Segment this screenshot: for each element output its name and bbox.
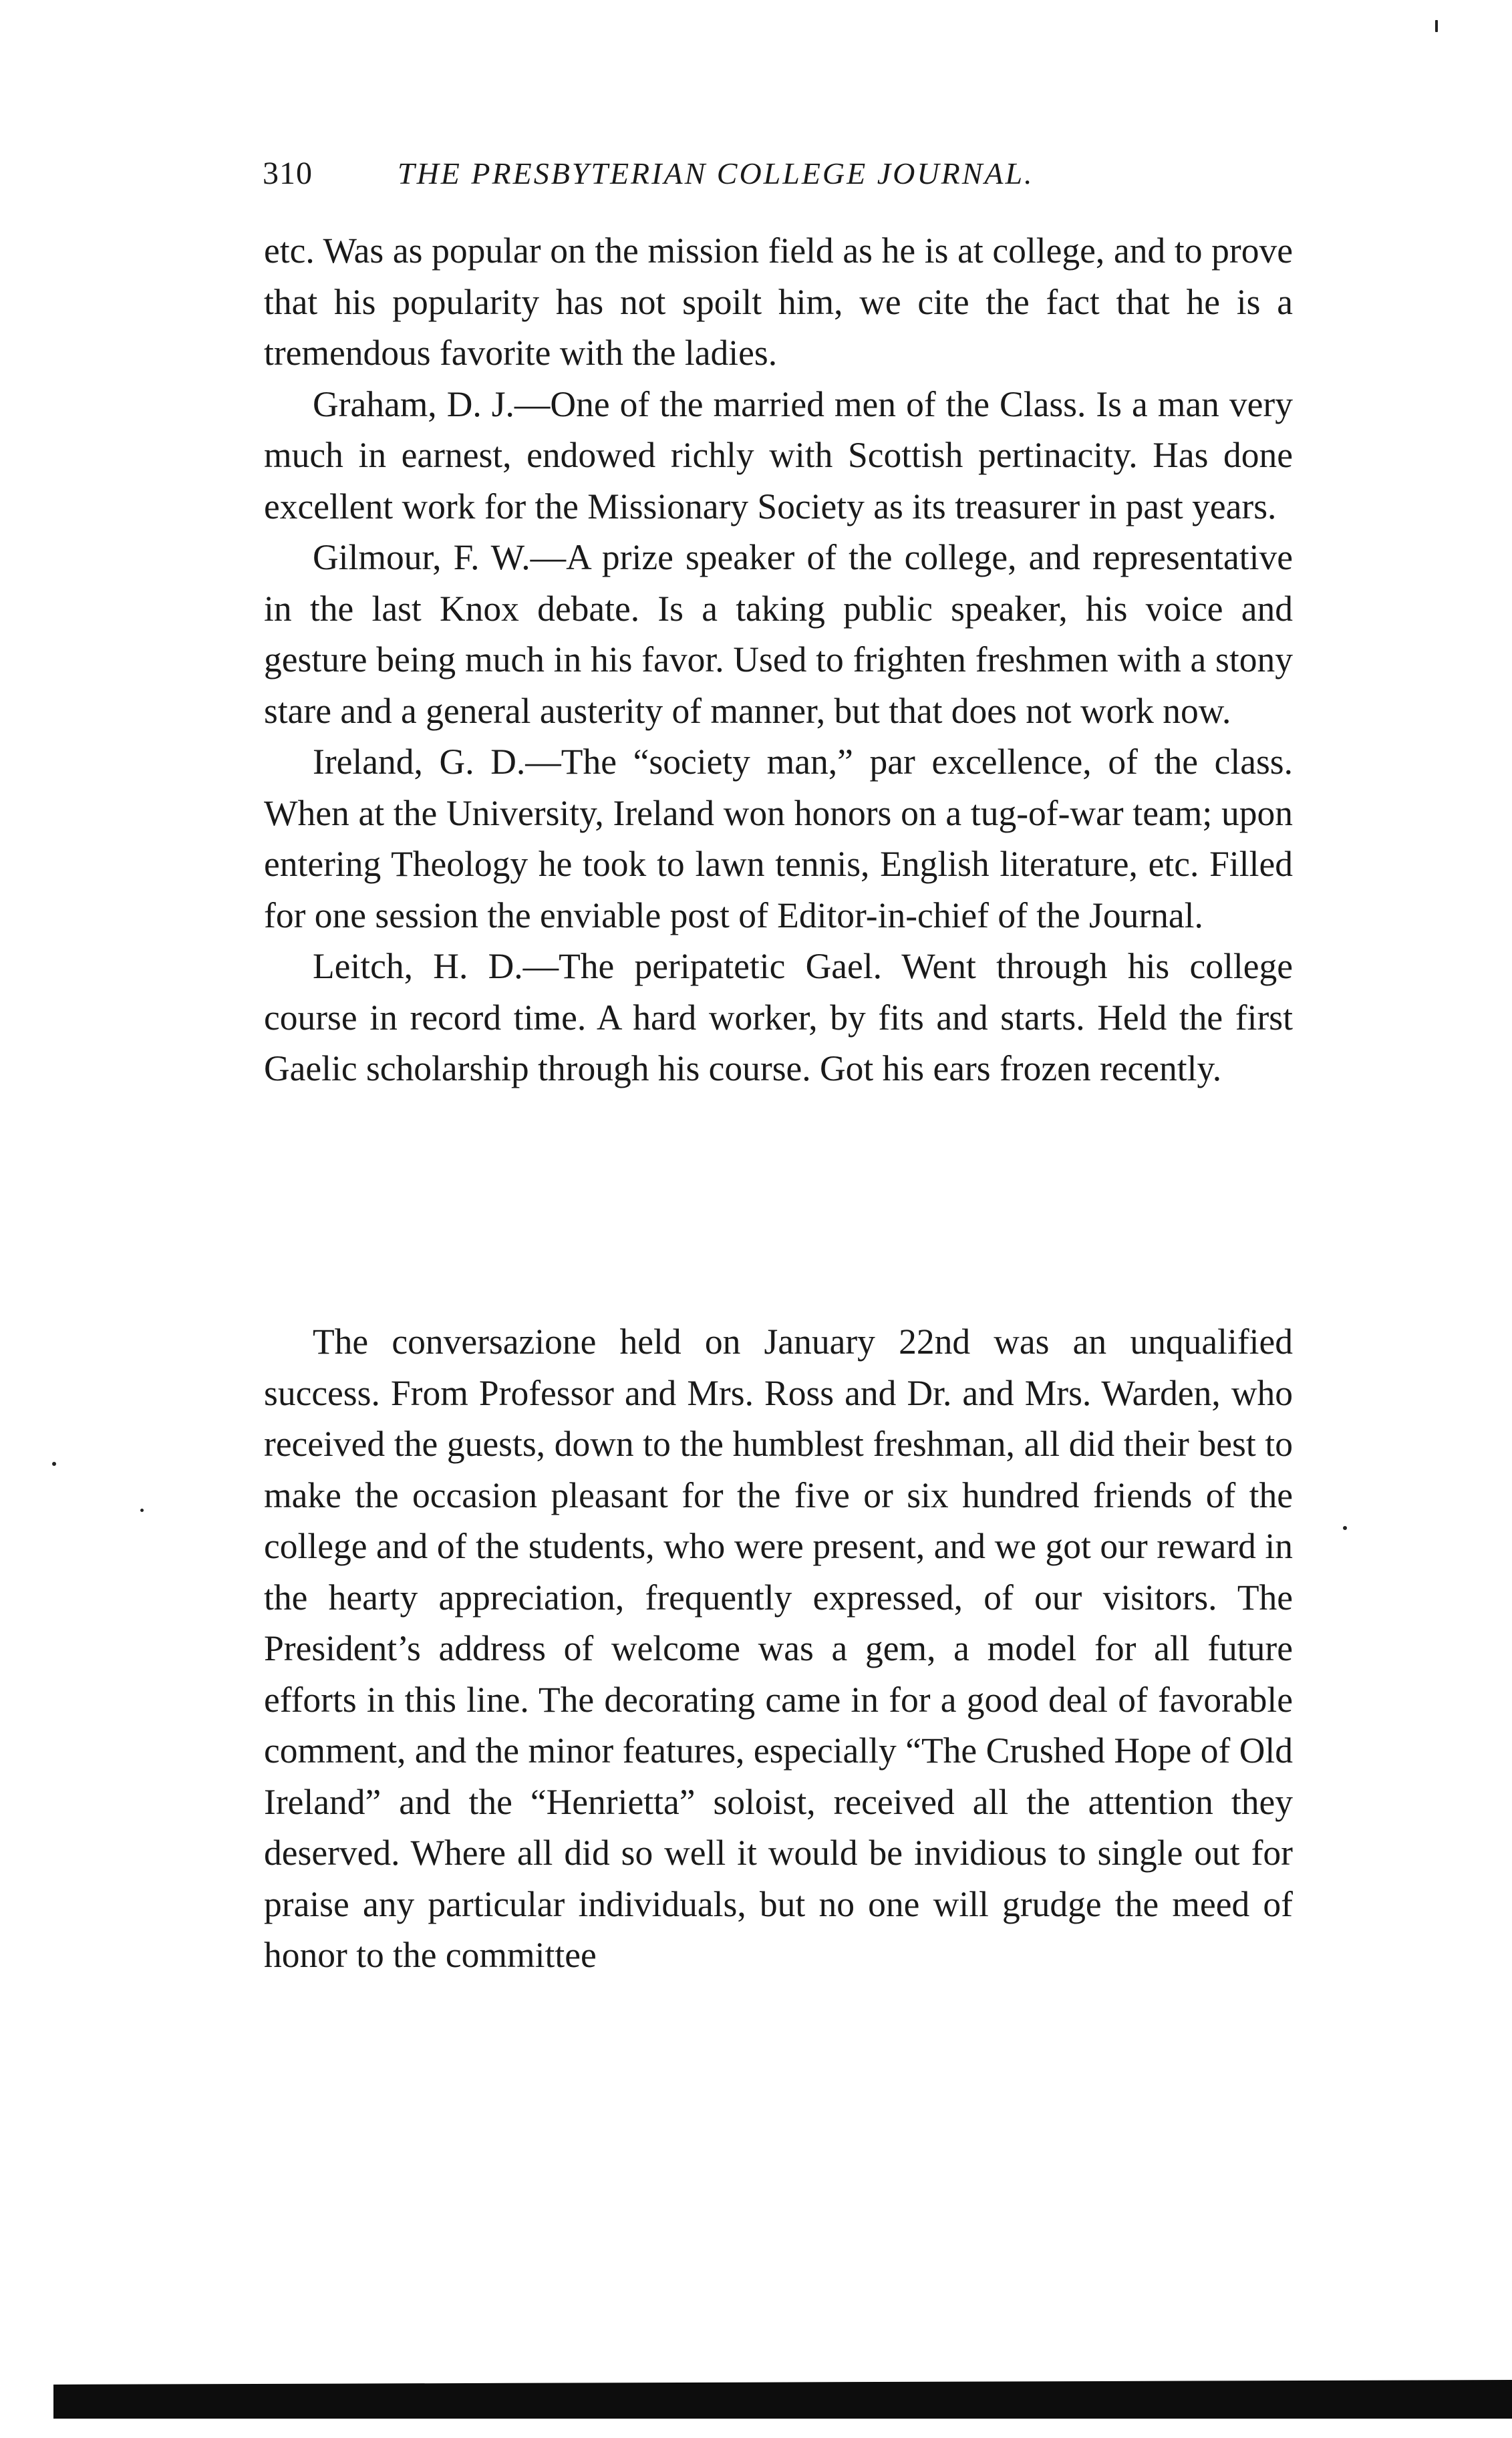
class-profiles-section	[264, 225, 1293, 1094]
profile-entry-gilmour: Gilmour, F. W.—A prize speaker of the college, and representative in the last Knox debate. Is a taking public speaker, his voice and gesture being much in his favor. Used to frighten freshmen with a stony stare and a general austerity of manner, but that does not work now.	[264, 537, 1293, 731]
running-head: THE PRESBYTERIAN COLLEGE JOURNAL.	[398, 156, 1034, 190]
scan-speck-top-right	[1435, 20, 1438, 32]
bottom-scan-edge	[53, 2380, 1512, 2419]
profile-entry-leitch: Leitch, H. D.—The peripatetic Gael. Went through his college course in record time. A hard worker, by fits and starts. Held the first Gaelic scholarship through his course. Got his ears frozen recently.	[264, 946, 1293, 1088]
profile-entry-ireland: Ireland, G. D.—The “society man,” par excellence, of the class. When at the University, Ireland won honors on a tug-of-war team; upon entering Theology he took to lawn tennis, English literature, etc. Filled for one session the enviable post of Editor-in-chief of the Journal.	[264, 742, 1293, 935]
conversazione-paragraph: The conversazione held on January 22nd was an unqualified success. From Professor and Mrs. Ross and Dr. and Mrs. Warden, who received the guests, down to the humblest freshman, all did their best to make the occasion pleasant for the five or six hundred friends of the college and of the students, who were present, and we got our reward in the hearty appreciation, frequently expressed, of our visitors. The President’s address of welcome was a gem, a model for all future efforts in this line. The decorating came in for a good deal of favorable comment, and the minor features, especially “The Crushed Hope of Old Ireland” and the “Henrietta” soloist, received all the attention they deserved. Where all did so well it would be invidious to single out for praise any particular individuals, but no one will grudge the meed of honor to the committee	[264, 1322, 1293, 1975]
page-number: 310	[263, 156, 313, 191]
profile-entry-graham: Graham, D. J.—One of the married men of the Class. Is a man very much in earnest, endowed richly with Scottish pertinacity. Has done excellent work for the Missionary Society as its treasurer in past years.	[264, 384, 1293, 526]
scan-speck-right	[1343, 1526, 1347, 1530]
scan-speck-left-1	[52, 1462, 56, 1466]
scan-speck-left-2	[140, 1509, 144, 1512]
conversazione-section	[264, 1316, 1293, 1981]
continuation-paragraph: etc. Was as popular on the mission field as he is at college, and to prove that his popularity has not spoilt him, we cite the fact that he is a tremendous favorite with the ladies.	[264, 231, 1293, 373]
